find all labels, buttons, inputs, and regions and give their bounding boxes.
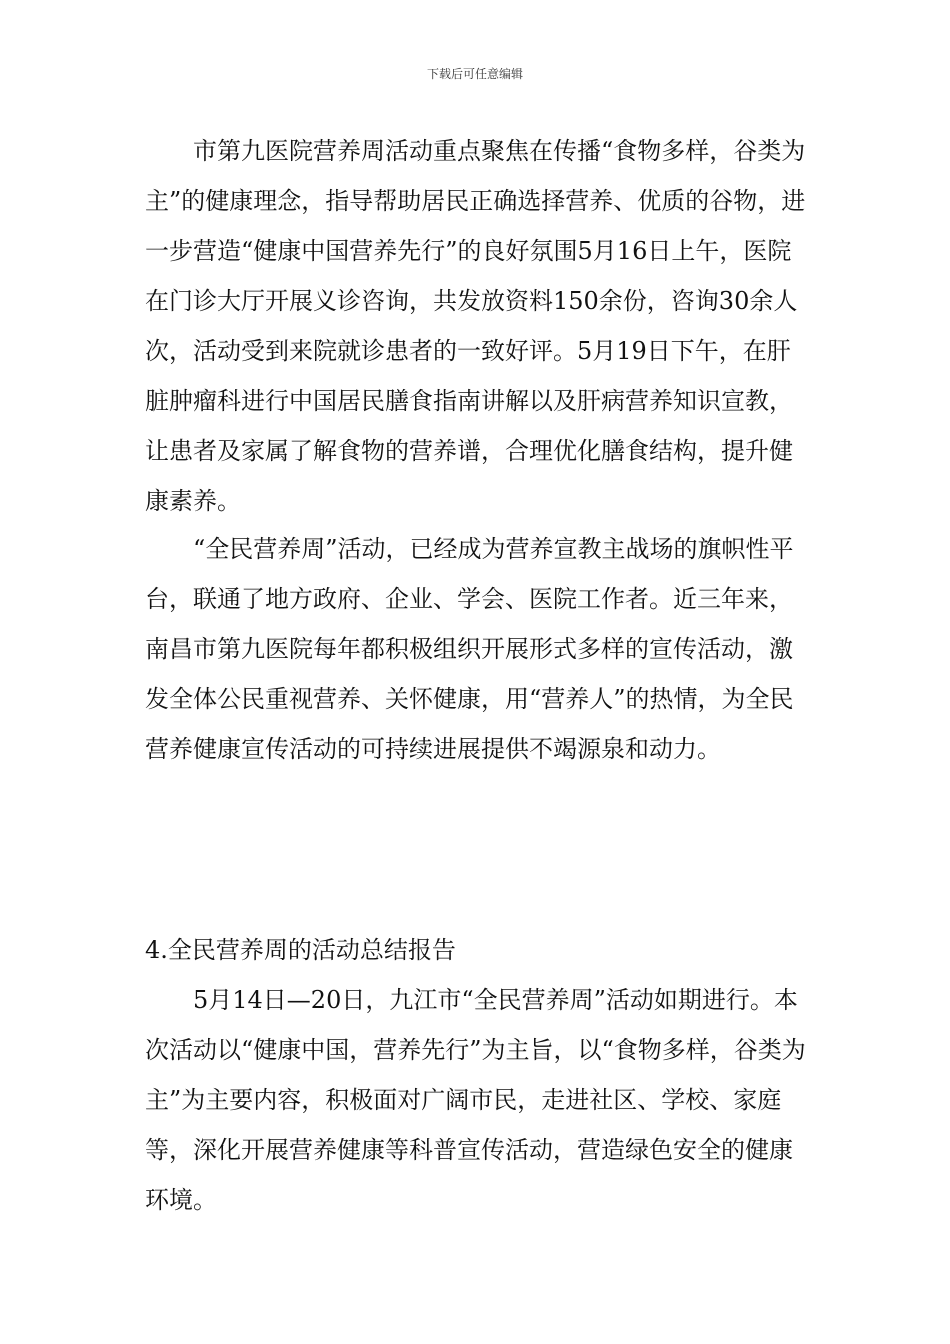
section-paragraph: 5月14日—20日，九江市“全民营养周”活动如期进行。本次活动以“健康中国，营养先行”为主旨，以“食物多样，谷类为主”为主要内容，积极面对广阔市民，走进社区、学校、家庭等，深化开展营养健康等科普宣传活动，营造绿色安全的健康环境。 [145,986,806,1214]
body-paragraph-1: 市第九医院营养周活动重点聚焦在传播“食物多样，谷类为主”的健康理念，指导帮助居民正确选择营养、优质的谷物，进一步营造“健康中国营养先行”的良好氛围5月16日上午，医院在门诊大厅开展义诊咨询，共发放资料150余份，咨询30余人次，活动受到来院就诊患者的一致好评。5月19日下午，在肝脏肿瘤科进行中国居民膳食指南讲解以及肝病营养知识宣教，让患者及家属了解食物的营养谱，合理优化膳食结构，提升健康素养。 [145,137,806,515]
body-paragraph-2: “全民营养周”活动，已经成为营养宣教主战场的旗帜性平台，联通了地方政府、企业、学会、医院工作者。近三年来，南昌市第九医院每年都积极组织开展形式多样的宣传活动，激发全体公民重视营养、关怀健康，用“营养人”的热情，为全民营养健康宣传活动的可持续进展提供不竭源泉和动力。 [145,535,794,763]
section-heading: 4.全民营养周的活动总结报告 [145,936,456,964]
header-note: 下载后可任意编辑 [426,67,523,81]
